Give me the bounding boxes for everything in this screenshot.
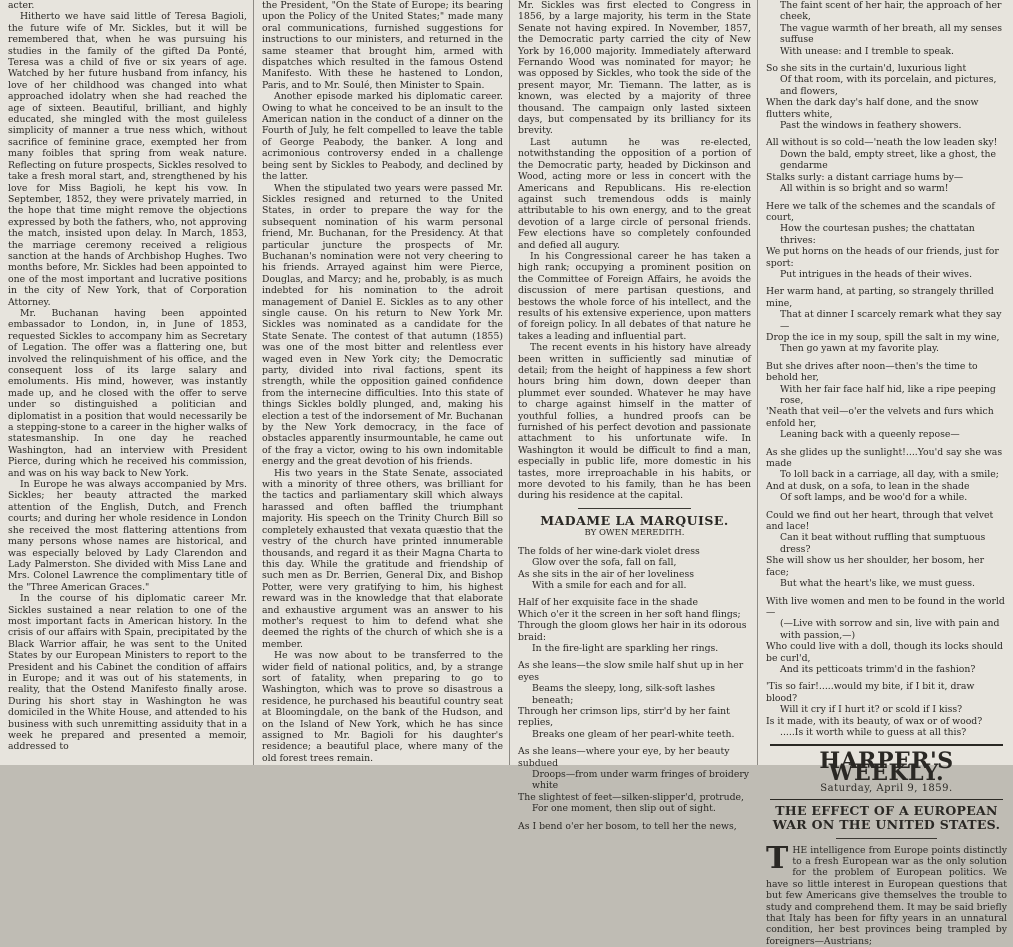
poem-line: And at dusk, on a sofa, to lean in the shade: [766, 480, 970, 492]
poem-line: The vague warmth of her breath, all my senses suffuse: [780, 22, 1003, 46]
poem-stanza: [766, 137, 1007, 194]
poem-line: .....Is it worth while to guess at all this?: [780, 726, 967, 738]
paragraph: He was now about to be transferred to the wider field of national politics, and, by a strange sort of fatality, when preparing to go to Washington, which was to prove so disastrous a residence, he purchased his beautiful country seat at Bloomingdale, on the bank of the Hudson, and on the Island of New York, which he has since assigned to Mr. Bagioli for his daughter's residence; a beautiful place, where many of the old forest trees remain.: [262, 650, 503, 764]
poem-line: But what the heart's like, we must guess.: [780, 578, 975, 590]
poem-line: Put intrigues in the heads of their wives.: [780, 268, 973, 280]
section-divider: [578, 508, 691, 509]
poem-line: As she glides up the sunlight!....You'd say she was made: [766, 446, 1003, 470]
masthead-rule-bottom: [770, 799, 1003, 800]
poem-line: Here we talk of the schemes and the scandals of court,: [766, 200, 995, 223]
poem-stanza: [766, 286, 1007, 354]
poem-line: Through her crimson lips, stirr'd by her faint replies,: [518, 705, 730, 729]
poem-line: That at dinner I scarcely remark what they say—: [780, 309, 1002, 332]
poem-line: Breaks one gleam of her pearl-white teeth.: [532, 728, 735, 740]
poem-line: Will it cry if I hurt it? or scold if I kiss?: [780, 704, 963, 716]
paragraph: In Europe he was always accompanied by Mrs. Sickles; her beauty attracted the marked attention of the English, Dutch, and French courts; and during her whole residence in London she received the most flattering attentions from many persons whose names are historical, and was especially beloved by Lady Clarendon and Lady Palmerston. She divided with Miss Lane and Mrs. Colonel Lawrence the complimentary title of the "Three American Graces.": [8, 479, 247, 593]
poem-line: All within is so bright and so warm!: [780, 183, 949, 195]
drop-cap: T: [766, 840, 789, 876]
poem-stanza: [766, 63, 1007, 131]
poem-author: BY OWEN MEREDITH.: [584, 528, 685, 539]
poem-stanza: [766, 510, 1007, 590]
paragraph: Hitherto we have said little of Teresa Bagioli, the future wife of Mr. Sickles, but it will be remembered that, when he was pursuing his studies in the family of the gifted Da Ponté, Teresa was a child of five or six years of age. Watched by her future husband from infancy, his love of her childhood was changed into what approached idolatry when she had reached the age of sixteen. Beautiful, brilliant, and highly educated, she mingled with the most guileless simplicity of manner a true ness which, without sacrifice of feminine grace, exempted her from many foibles that spring from weak nature. Reflecting on future prospects, Sickles resolved to take a fresh moral start, and, strengthened by his love for Miss Bagioli, he kept his vow. In September, 1852, they were privately married, in the hope that time might remove the objections expressed by both the fathers, who, not approving the match, insisted upon delay. In March, 1853, the marriage ceremony received a religious sanction at the hands of Archbishop Hughes. Two months before, Mr. Sickles had been appointed to one of the most important and lucrative positions in the city of New York, that of Corporation Attorney.: [8, 11, 247, 308]
poem-stanza: [766, 201, 1007, 281]
poem-line: Stalks surly: a distant carriage hums by—: [766, 171, 964, 183]
poem-line: But she drives after noon—then's the time to behold her,: [766, 360, 978, 384]
poem-line: Leaning back with a queenly repose—: [780, 429, 960, 441]
poem-line: Who could live with a doll, though its locks should be curl'd,: [766, 641, 1003, 664]
poem-line: Half of her exquisite face in the shade: [518, 597, 698, 609]
poem-line: Drop the ice in my soup, spill the salt in my wine,: [766, 331, 1000, 343]
paragraph: When the stipulated two years were passed Mr. Sickles resigned and returned to the United States, in order to prepare the way for the subsequent nomination of his warm personal friend, Mr. Buchanan, for the Presidency. At that particular juncture the prospects of Mr. Buchanan's nomination were not very cheering to his friends. Arrayed against him were Pierce, Douglas, and Marcy; and he, probably, is as much indebted for his nomination to the adroit management of Daniel E. Sickles as to any other single cause. On his return to New York Mr. Sickles was nominated as a candidate for the State Senate. The contest of that autumn (1855) was one of the most bitter and relentless ever waged even in New York city; the Democratic party, divided into rival factions, spent its strength, while the opposition gained confidence from the internecine difficulties. Into this state of things Sickles boldly plunged, and, making his election a test of the indorsement of Mr. Buchanan by the New York democracy, in the face of obstacles apparently insurmountable, he came out of the fray a victor, owing to his own indomitable energy and the great devotion of his friends.: [262, 182, 503, 468]
poem-line: And its petticoats trimm'd in the fashion?: [780, 663, 976, 675]
paragraph: Last autumn he was re-elected, notwithstanding the opposition of a portion of the Democratic party, headed by Dickinson and Wood, acting more or less in concert with the Americans and Republicans. His re-election against such tremendous odds is mainly attributable to his own energy, and to the great devotion of a large circle of personal friends. Few elections have so completely confounded and defied all augury.: [518, 136, 751, 251]
poem-stanza: [518, 746, 751, 814]
poem-title: MADAME LA MARQUISE.: [540, 512, 729, 528]
poem-line: Down the bald, empty street, like a ghost, the gendarme: [780, 148, 996, 172]
paragraph: Mr. Buchanan having been appointed embassador to London, in, in June of 1853, requested Sickles to accompany him as Secretary of Legation. The offer was a flattering one, but involved the relinquishment of his office, and the consequent loss of its large salary and emoluments. His mind, however, was instantly made up, and he closed with the offer to serve under so distinguished a politician and diplomatist in a position that would necessarily be a stepping-stone to a career in the higher walks of statesmanship. In one day he reached Washington, had an interview with President Pierce, during which he received his commission, and was on his way back to New York.: [8, 307, 247, 479]
poem-line: As she sits in the air of her loveliness: [518, 568, 695, 580]
poem-line: All without is so cold—'neath the low leaden sky!: [766, 137, 998, 149]
poem-line: The folds of her wine-dark violet dress: [518, 545, 700, 557]
poem-line: With live women and men to be found in the world—: [766, 595, 1005, 618]
column-2: [254, 0, 510, 765]
article-text: HE intelligence from Europe points distinctly to a fresh European war as the only solution for the problem of European politics. We have so little interest in European questions that but few Americans give themselves the trouble to study and comprehend them. It may be said briefly that Italy has been for fifty years in an unnatural condition, her best provinces being trampled by foreigners—Austrians;: [766, 844, 1007, 947]
poem-line: She will show us her shoulder, her bosom, her face;: [766, 555, 985, 578]
poem-verse: [518, 546, 751, 832]
masthead-rule-top: [770, 744, 1003, 746]
poem-line: When the dark day's half done, and the snow flutters white,: [766, 97, 979, 120]
poem-stanza: [766, 0, 1007, 57]
poem-line: Could we find out her heart, through that velvet and lace!: [766, 509, 994, 533]
poem-continuation: [766, 0, 1007, 738]
poem-line: Of that room, with its porcelain, and pictures, and flowers,: [780, 74, 997, 97]
poem-line: With her fair face half hid, like a ripe peeping rose,: [780, 383, 996, 406]
poem-line: Droops—from under warm fringes of broidery white: [532, 769, 750, 792]
article-headline: THE EFFECT OF A EUROPEAN WAR ON THE UNITED STATES.: [772, 802, 1001, 832]
poem-line: As I bend o'er her bosom, to tell her the news,: [518, 820, 737, 832]
article-body: [766, 840, 1007, 947]
paragraph: The recent events in his history have already been written in sufficiently sad minutiæ of detail; from the height of happiness a few short hours bring him down, down deeper than plummet ever sounded. Whatever he may have to charge against himself in the matter of youthful follies, a hundred proofs can be furnished of his perfect devotion and passionate attachment to his unfortunate wife. In Washington it would be difficult to find a man, especially in public life, more domestic in his tastes, more irreproachable in his habits, or more devoted to his family, than he has been during his residence at the capital.: [518, 342, 751, 502]
poem-stanza: [518, 821, 751, 832]
poem-line: 'Neath that veil—o'er the velvets and furs which enfold her,: [766, 406, 994, 429]
masthead-date: Saturday, April 9, 1859.: [820, 783, 953, 795]
poem-line: Beams the sleepy, long, silk-soft lashes beneath;: [532, 683, 716, 706]
poem-line: Which o'er it the screen in her soft hand flings;: [518, 608, 741, 620]
poem-line: With unease: and I tremble to speak.: [780, 45, 955, 57]
paragraph: In his Congressional career he has taken a high rank; occupying a prominent position on the Committee of Foreign Affairs, he avoids the discussion of mere partisan questions, and bestows the whole force of his intellect, and the results of his extensive experience, upon matters of foreign policy. In all debates of that nature he takes a leading and influential part.: [518, 250, 751, 342]
masthead-title: HARPER'S WEEKLY.: [819, 748, 954, 786]
poem-line: Glow over the sofa, fall on fall,: [532, 557, 677, 569]
column-1: [0, 0, 254, 765]
paragraph: the President, "On the State of Europe; its bearing upon the Policy of the United States;" made many oral communications, furnished suggestions for instructions to our ministers, and returned in the same steamer that brought him, armed with dispatches which resulted in the famous Ostend Manifesto. With these he hastened to London, Paris, and to Mr. Soulé, then Minister to Spain.: [262, 0, 503, 91]
poem-line: How the courtesan pushes; the chattatan thrives:: [780, 223, 975, 246]
poem-line: With a smile for each and for all.: [532, 579, 687, 591]
poem-stanza: [518, 660, 751, 740]
poem-line: Past the windows in feathery showers.: [780, 120, 962, 132]
poem-line: Of soft lamps, and be woo'd for a while.: [780, 492, 968, 504]
top-fragment: acter.: [8, 0, 35, 11]
poem-line: Her warm hand, at parting, so strangely thrilled mine,: [766, 286, 994, 309]
poem-line: For one moment, then slip out of sight.: [532, 803, 716, 815]
poem-line: Can it beat without ruffling that sumptuous dress?: [780, 532, 986, 555]
poem-line: Then go yawn at my favorite play.: [780, 343, 939, 355]
poem-stanza: [766, 596, 1007, 676]
poem-stanza: [518, 597, 751, 654]
headline-divider: [836, 838, 937, 839]
poem-stanza: [518, 546, 751, 592]
column-3: [510, 0, 758, 832]
poem-line: Through the gloom glows her hair in its odorous braid:: [518, 620, 747, 643]
poem-line: 'Tis so fair!.....would my bite, if I bit it, draw blood?: [766, 681, 975, 704]
poem-line: We put horns on the heads of our friends, just for sport:: [766, 246, 999, 269]
paragraph: In the course of his diplomatic career Mr. Sickles sustained a near relation to one of the most important facts in American history. In the crisis of our affairs with Spain, precipitated by the Black Warrior affair, he was sent to the United States by our European Ministers to report to the President and his Cabinet the condition of affairs in Europe; and it was out of his statements, in reality, that the Ostend Manifesto finally arose. During his short stay in Washington he was domiciled in the White House, and attended to his business with such unremitting assiduity that in a week he prepared and presented a memoir, addressed to: [8, 593, 247, 753]
poem-line: Is it made, with its beauty, of wax or of wood?: [766, 715, 983, 727]
paragraph: His two years in the State Senate, associated with a minority of three others, was brilliant for the tactics and parliamentary skill which always harassed and often baffled the triumphant majority. His speech on the Trinity Church Bill so completely exhausted that vexata quæstio that the vestry of the church have printed innumerable thousands, and regard it as their Magna Charta to this day. While the gratitude and friendship of such men as Dr. Berrien, General Dix, and Bishop Potter, were very gratifying to him, his highest reward was in the knowledge that that elaborate and exhaustive argument was an answer to his mother's request to him to defend what she deemed the rights of the church of which she is a member.: [262, 467, 503, 650]
paragraph: Mr. Sickles was first elected to Congress in 1856, by a large majority, his term in the State Senate not having expired. In November, 1857, the Democratic party carried the city of New York by 16,000 majority. Immediately afterward Fernando Wood was nominated for mayor; he was opposed by Sickles, who took the side of the present mayor, Mr. Tiemann. The latter, as is known, was elected by a majority of three thousand. The campaign only lasted sixteen days, but compensated by its brilliancy for its brevity.: [518, 0, 751, 137]
paragraph: Another episode marked his diplomatic career. Owing to what he conceived to be an insult to the American nation in the conduct of a dinner on the Fourth of July, he felt compelled to leave the table of George Peabody, the banker. A long and acrimonious controversy ended in a challenge being sent by Sickles to Peabody, and declined by the latter.: [262, 91, 503, 183]
poem-stanza: [766, 681, 1007, 738]
poem-line: To loll back in a carriage, all day, with a smile;: [780, 469, 999, 481]
poem-line: So she sits in the curtain'd, luxurious light: [766, 63, 967, 75]
poem-line: As she leans—the slow smile half shut up in her eyes: [518, 660, 744, 683]
poem-line: The faint scent of her hair, the approach of her cheek,: [780, 0, 1002, 23]
poem-stanza: [766, 361, 1007, 441]
poem-line: The slightest of feet—silken-slipper'd, protrude,: [518, 791, 745, 803]
poem-stanza: [766, 447, 1007, 504]
poem-line: In the fire-light are sparkling her rings.: [532, 642, 719, 654]
poem-line: (—Live with sorrow and sin, live with pain and with passion,—): [780, 618, 1000, 641]
column-4: [758, 0, 1013, 947]
poem-line: As she leans—where your eye, by her beauty subdued: [518, 746, 730, 769]
